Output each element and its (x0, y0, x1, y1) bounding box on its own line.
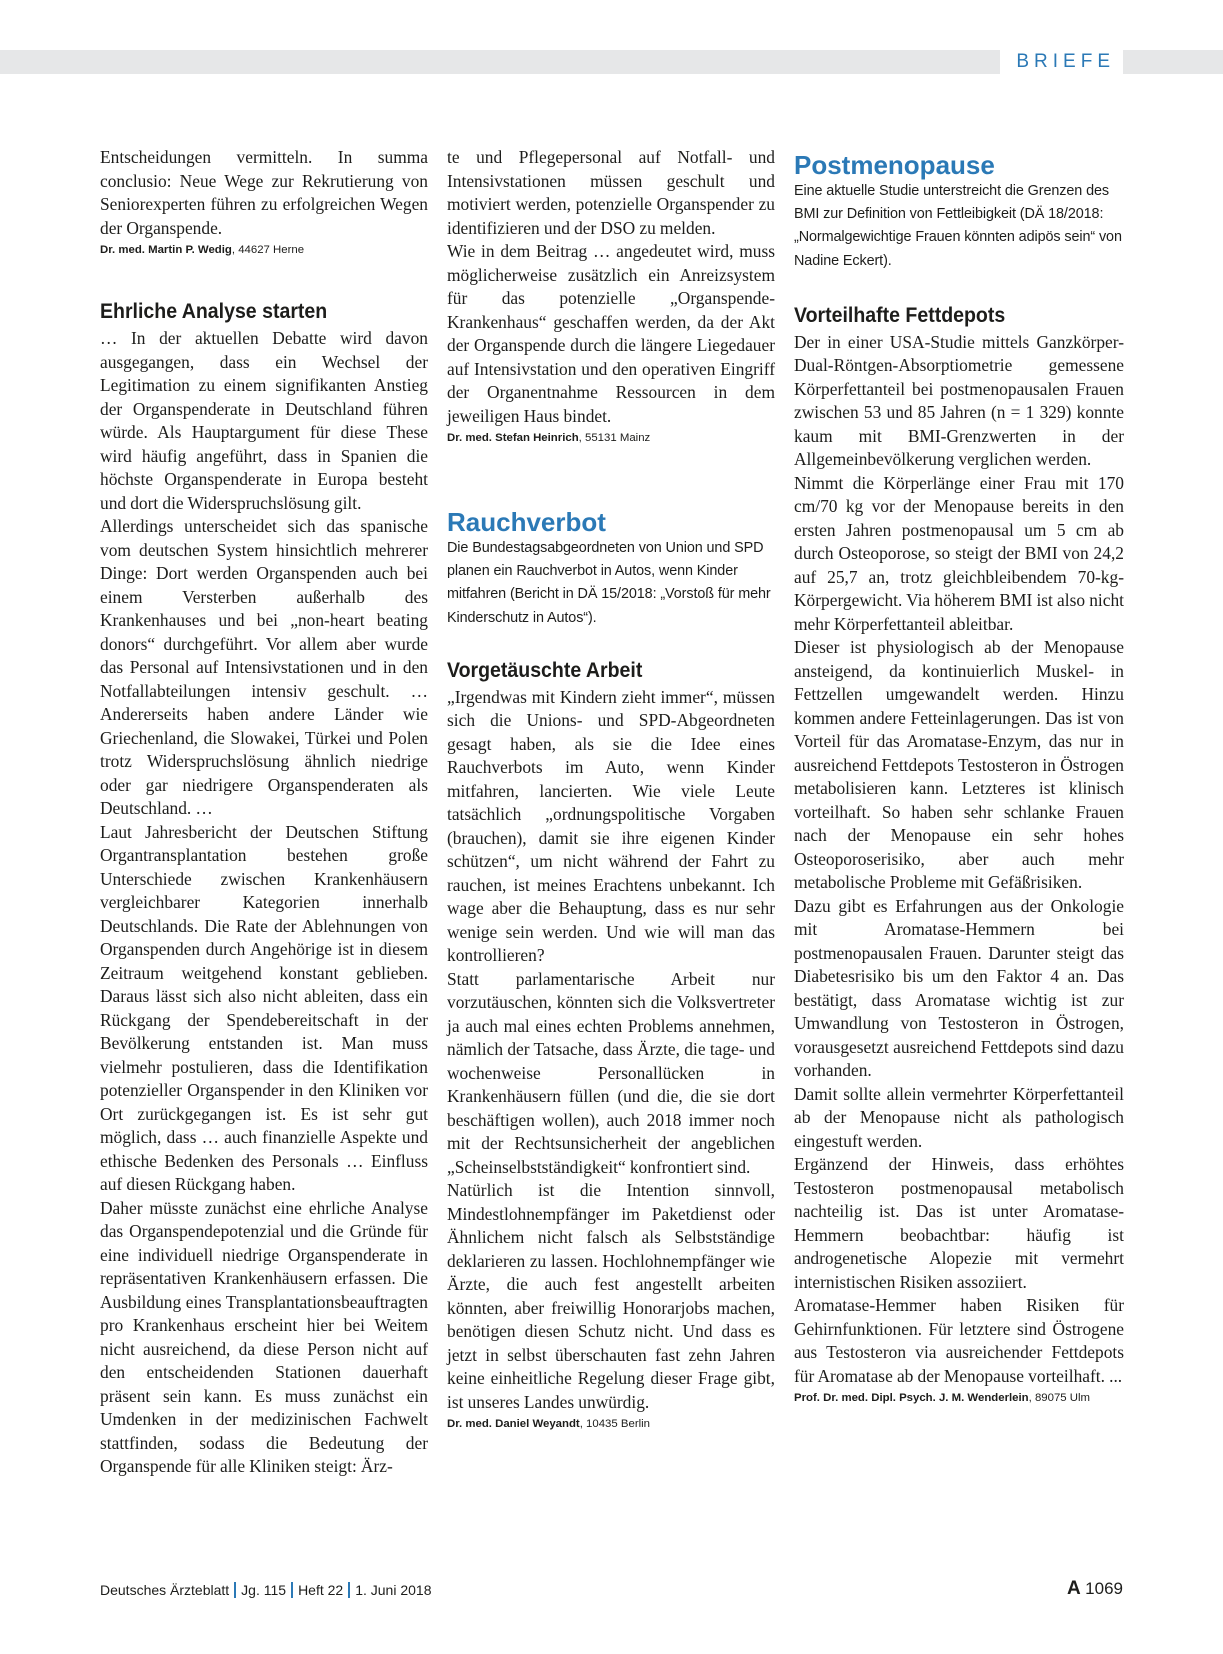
column-3 (794, 150, 1124, 1407)
paragraph: … In der aktuellen Debatte wird davon ausgegangen, dass ein Wechsel der Legitimation zu einem signifikanten Anstieg der Organspenderate in Deutschland führen würde. Als Hauptargument für diese These wird häufig angeführt, dass in Spanien die höchste Organspenderate in Europa besteht und dort die Widerspruchslösung gilt. (100, 328, 428, 513)
footer-citation (100, 1582, 432, 1598)
topic-title: Postmenopause (794, 150, 995, 180)
paragraph: Ergänzend der Hinweis, dass erhöhtes Testosteron postmenopausal metabolisch nachteilig ist. Das ist unter Aromatase-Hemmern beobachtbar: häufig ist androgenetische Alopezie mit vermehrt internistischen Risiken assoziiert. (794, 1154, 1124, 1292)
signature (100, 242, 428, 259)
signature (447, 1416, 775, 1433)
topic-lede: Die Bundestagsabgeordneten von Union und SPD planen ein Rauchverbot in Autos, wenn Kinder mitfahren (Bericht in DÄ 15/2018: „Vorstoß für mehr Kinderschutz in Autos“). (447, 540, 771, 626)
letter-title: Ehrliche Analyse starten (100, 300, 328, 323)
paragraph: Laut Jahresbericht der Deutschen Stiftung Organtransplantation bestehen große Unterschiede zwischen Krankenhäusern vergleichbarer Kategorien innerhalb Deutschlands. Die Rate der Ablehnungen von Organspenden durch Angehörige ist in diesem Zeitraum weitgehend konstant geblieben. Daraus lässt sich also nicht ableiten, dass ein Rückgang der Spendebereitschaft in der Bevölkerung entstanden ist. Man muss vielmehr postulieren, dass die Identifikation potenzieller Organspender in den Kliniken vor Ort zurückgegangen ist. Es ist sehr gut möglich, dass … auch finanzielle Aspekte und ethische Bedenken des Personals … Einfluss auf diesen Rückgang haben. (100, 821, 428, 1194)
journal-name: Deutsches Ärzteblatt (100, 1582, 230, 1598)
signature-name: Prof. Dr. med. Dipl. Psych. J. M. Wenderlein (794, 1392, 1029, 1405)
paragraph: Der in einer USA-Studie mittels Ganzkörper-Dual-Röntgen-Absorptiometrie gemessene Körperfettanteil bei postmenopausalen Frauen zwischen 53 und 85 Jahren (n = 1 329) konnte kaum mit BMI-Grenzwerten in der Allgemeinbevölkerung verglichen werden. (794, 331, 1124, 470)
page-prefix: A (1066, 1578, 1081, 1599)
signature (794, 1390, 1124, 1407)
divider (234, 1582, 236, 1598)
topic-title: Rauchverbot (447, 507, 606, 537)
intro-paragraph: Entscheidungen vermitteln. In summa conclusio: Neue Wege zur Rekrutierung von Seniorexperten führen zu erfolgreichen Wegen der Organspende. (100, 147, 428, 238)
paragraph: Statt parlamentarische Arbeit nur vorzutäuschen, könnten sich die Volksvertreter ja auch mal eines echten Problems annehmen, nämlich der Tatsache, dass Ärzte, die tage- und wochenweise Personallücken in Krankenhäusern füllen (und die, die sie dort beschäftigen wollen), auch 2018 immer noch mit der Rechtsunsicherheit der angeblichen „Scheinselbstständigkeit“ konfrontiert sind. (447, 968, 775, 1177)
paragraph: Dieser ist physiologisch ab der Menopause ansteigend, da kontinuierlich Muskel- in Fettzellen umgewandelt werden. Hinzu kommen andere Fetteinlagerungen. Das ist von Vorteil für das Aromatase-Enzym, das nur in ausreichend Fettdepots Testosteron in Östrogen metabolisieren kann. Letzteres ist klinisch vorteilhaft. So haben sehr schlanke Frauen nach der Menopause ein sehr hohes Osteoporoserisiko, aber auch mehr metabolische Probleme mit Gefäßrisiken. (794, 637, 1124, 893)
paragraph: Dazu gibt es Erfahrungen aus der Onkologie mit Aromatase-Hemmern bei postmenopausalen Frauen. Darunter steigt das Diabetesrisiko bis um den Faktor 4 an. Das bestätigt, dass Aromatase wichtig ist zur Umwandlung von Testosteron in Östrogen, vorausgesetzt ausreichend Fettdepots sind dazu vorhanden. (794, 895, 1124, 1081)
paragraph: Allerdings unterscheidet sich das spanische vom deutschen System hinsichtlich mehrerer Dinge: Dort werden Organspenden auch bei einem Versterben außerhalb des Krankenhauses und bei „non-heart beating donors“ durchgeführt. Vor allem aber wurde das Personal auf Intensivstationen und in den Notfallabteilungen intensiv geschult. … Andererseits haben andere Länder wie Griechenland, die Slowakei, Türkei und Polen trotz Widerspruchslösung ähnlich niedrige oder gar niedrigere Organspenderaten als Deutschland. … (100, 516, 428, 818)
signature-name: Dr. med. Stefan Heinrich (447, 432, 579, 444)
page-number (1067, 1578, 1123, 1600)
divider (348, 1582, 350, 1598)
paragraph: Aromatase-Hemmer haben Risiken für Gehirnfunktionen. Für letztere sind Östrogene aus Testosteron via ausreichender Fettdepots für Aromatase ab der Menopause vorteilhaft. ... (794, 1295, 1124, 1386)
volume: Jg. 115 (241, 1582, 287, 1598)
divider (291, 1582, 293, 1598)
signature-place: , 55131 Mainz (578, 432, 651, 444)
letter-title: Vorgetäuschte Arbeit (447, 658, 643, 682)
paragraph: Daher müsste zunächst eine ehrliche Analyse das Organspendepotenzial und die Gründe für eine individuell niedrige Organspenderate in repräsentativen Krankenhäusern erfassen. Die Ausbildung eines Transplantationsbeauftragten pro Krankenhaus erscheint hier bei Weitem nicht ausreichend, da diese Person nicht auf den entscheidenden Stationen dauerhaft präsent sein kann. Es muss zunächst ein Umdenken in der medizinischen Fachwelt stattfinden, sodass die Bedeutung der Organspende für alle Kliniken steigt: Ärz- (100, 1197, 428, 1476)
section-label: BRIEFE (1000, 50, 1123, 74)
column-2 (447, 146, 775, 1433)
column-1 (100, 146, 428, 1479)
paragraph: Natürlich ist die Intention sinnvoll, Mindestlohnempfänger im Paketdienst oder Ähnlichem nicht falsch als Selbstständige deklarieren zu lassen. Hochlohnempfänger wie Ärzte, die auch fest angestellt arbeiten könnten, aber freiwillig Honorarjobs machen, benötigen diesen Schutz nicht. Und dass es jetzt in selbst überschauten fast zehn Jahren keine einheitliche Regelung dieser Frage gibt, ist unseres Landes unwürdig. (447, 1180, 775, 1412)
paragraph: Damit sollte allein vermehrter Körperfettanteil ab der Menopause nicht als pathologisch eingestuft werden. (794, 1083, 1124, 1151)
signature-place: , 89075 Ulm (1028, 1392, 1091, 1405)
paragraph: te und Pflegepersonal auf Notfall- und Intensivstationen müssen geschult und motiviert werden, potenzielle Organspender zu identifizieren und der DSO zu melden. (447, 147, 775, 238)
paragraph: Nimmt die Körperlänge einer Frau mit 170 cm/70 kg vor der Menopause bereits in den ersten Jahren postmenopausal um 5 cm ab durch Osteoporose, so steigt der BMI von 24,2 auf 25,7 an, trotz gleichbleibendem 70-kg-Körpergewicht. Via höherem BMI ist also nicht mehr Körperfettanteil ableitbar. (794, 472, 1124, 634)
signature-place: , 10435 Berlin (579, 1418, 651, 1431)
letter-title: Vorteilhafte Fettdepots (794, 303, 1006, 327)
paragraph: „Irgendwas mit Kindern zieht immer“, müssen sich die Unions- und SPD-Abgeordneten gesagt haben, als sie die Idee eines Rauchverbots im Auto, wenn Kinder mitfahren, lancierten. Wie viele Leute tatsächlich „ordnungspolitische Vorgaben (brauchen), damit sie ihre eigenen Kinder schützen“, um nicht während der Fahrt zu rauchen, ist meines Erachtens unbekannt. Ich wage aber die Behauptung, dass es nur sehr wenige sein werden. Und wie will man das kontrollieren? (447, 686, 775, 966)
page-number-value: 1069 (1085, 1579, 1123, 1598)
signature (447, 430, 775, 447)
signature-name: Dr. med. Martin P. Wedig (100, 244, 232, 256)
topic-lede: Eine aktuelle Studie unterstreicht die Grenzen des BMI zur Definition von Fettleibigkeit (DÄ 18/2018: „Normalgewichtige Frauen könnten adipös sein“ von Nadine Eckert). (794, 183, 1122, 269)
paragraph: Wie in dem Beitrag … angedeutet wird, muss möglicherweise zusätzlich ein Anreizsystem für das potenzielle „Organspende-Krankenhaus“ geschaffen werden, da der Akt der Organspende durch die längere Liegedauer auf Intensivstation und den operativen Eingriff der Organentnahme Ressourcen in dem jeweiligen Haus bindet. (447, 241, 775, 426)
issue: Heft 22 (298, 1582, 344, 1598)
signature-place: , 44627 Herne (231, 244, 305, 256)
signature-name: Dr. med. Daniel Weyandt (447, 1418, 580, 1431)
issue-date: 1. Juni 2018 (355, 1582, 432, 1598)
